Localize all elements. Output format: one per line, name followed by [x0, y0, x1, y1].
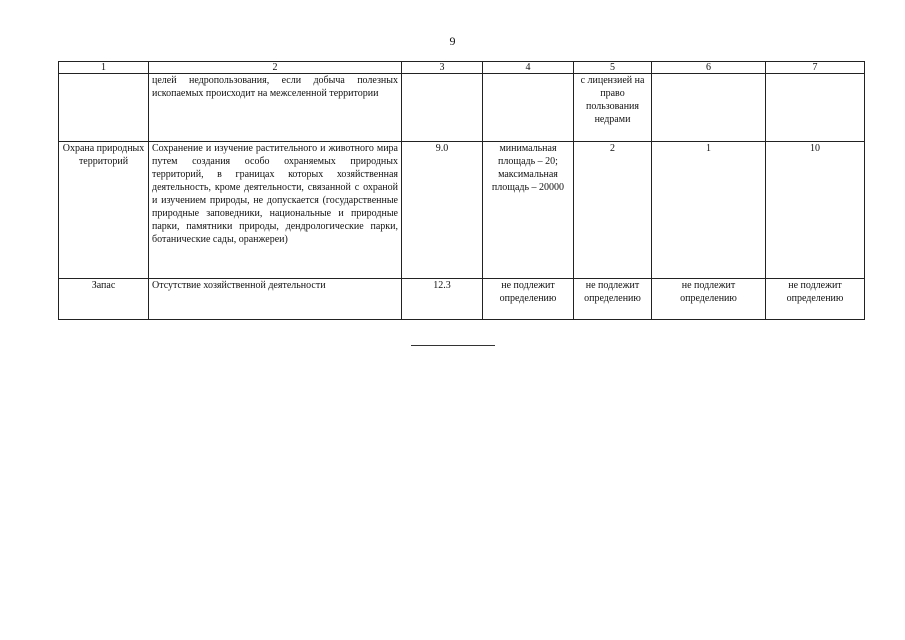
table-cell: [402, 74, 483, 142]
header-row: [59, 62, 865, 74]
table-cell: 1: [652, 142, 766, 279]
table-cell: не подлежит определению: [483, 279, 574, 320]
land-use-table: [58, 61, 865, 320]
table-cell: 9.0: [402, 142, 483, 279]
table-cell: [483, 74, 574, 142]
column-header-7: 7: [766, 62, 865, 74]
table-cell: не подлежит определению: [574, 279, 652, 320]
column-header-6: 6: [652, 62, 766, 74]
column-header-3: 3: [402, 62, 483, 74]
table-row: [59, 74, 865, 142]
end-divider: [411, 345, 495, 346]
table-cell: Сохранение и изучение растительного и животного мира путем создания особо охраняемых природных территорий, в границах которых хозяйственная деятельность, кроме деятельности, связанной с охраной и изучением природы, не допускается (государственные природные заповедники, национальные и природные парки, памятники природы, дендрологические парки, ботанические сады, оранжереи): [149, 142, 402, 279]
table-cell: не подлежит определению: [766, 279, 865, 320]
table-cell: минимальная площадь – 20; максимальная площадь – 20000: [483, 142, 574, 279]
column-header-2: 2: [149, 62, 402, 74]
table-cell: [652, 74, 766, 142]
table-cell: [59, 74, 149, 142]
table-cell: с лицензией на право пользования недрами: [574, 74, 652, 142]
table-row: [59, 279, 865, 320]
table-cell: 12.3: [402, 279, 483, 320]
column-header-1: 1: [59, 62, 149, 74]
table-cell: 10: [766, 142, 865, 279]
table-row: [59, 142, 865, 279]
table-cell: 2: [574, 142, 652, 279]
table-cell: не подлежит определению: [652, 279, 766, 320]
column-header-5: 5: [574, 62, 652, 74]
table-cell: Охрана природных территорий: [59, 142, 149, 279]
column-header-4: 4: [483, 62, 574, 74]
table-cell: Отсутствие хозяйственной деятельности: [149, 279, 402, 320]
table-cell: целей недропользования, если добыча полезных ископаемых происходит на межселенной территории: [149, 74, 402, 142]
page-number: 9: [449, 34, 456, 48]
table-cell: [766, 74, 865, 142]
table-cell: Запас: [59, 279, 149, 320]
